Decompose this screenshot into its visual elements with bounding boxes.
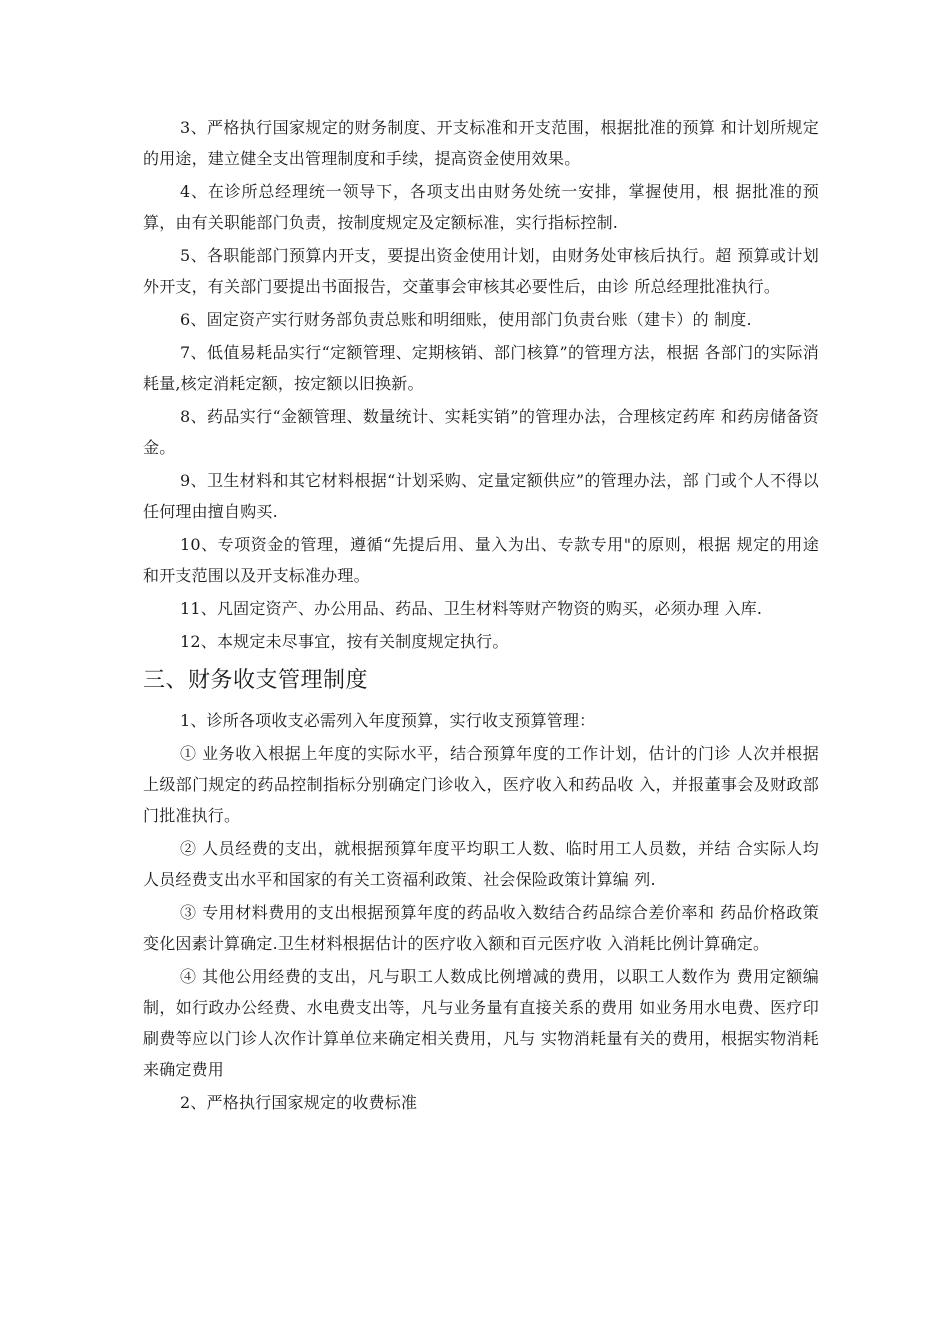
paragraph-fee-standard: 2、严格执行国家规定的收费标准 [180, 1093, 418, 1112]
paragraph-item-7: 7、低值易耗品实行“定额管理、定期核销、部门核算”的管理方法，根据 各部门的实际消耗量,核定消耗定额，按定额以旧换新。 [143, 343, 819, 393]
paragraph-item-10: 10、专项资金的管理，遵循“先提后用、量入为出、专款专用"的原则，根据 规定的用途和开支范围以及开支标准办理。 [143, 535, 819, 585]
paragraph-item-6: 6、固定资产实行财务部负责总账和明细账，使用部门负责台账（建卡）的 制度. [180, 310, 752, 329]
paragraph-business-income: ① 业务收入根据上年度的实际水平，结合预算年度的工作计划，估计的门诊 人次并根据上级部门规定的药品控制指标分别确定门诊收入，医疗收入和药品收 入，并报董事会及财政部门批准执行。 [143, 744, 819, 825]
paragraph-item-9: 9、卫生材料和其它材料根据“计划采购、定量定额供应”的管理办法，部 门或个人不得以任何理由擅自购买. [143, 471, 819, 521]
paragraph-item-11: 11、凡固定资产、办公用品、药品、卫生材料等财产物资的购买，必须办理 入库. [180, 599, 763, 618]
paragraph-other-expense: ④ 其他公用经费的支出，凡与职工人数成比例增减的费用，以职工人数作为 费用定额编制，如行政办公经费、水电费支出等，凡与业务量有直接关系的费用 如业务用水电费、医疗印刷费等应以门诊人次作计算单位来确定相关费用，凡与 实物消耗量有关的费用，根据实物消耗来确定费用 [143, 967, 819, 1079]
paragraph-item-4: 4、在诊所总经理统一领导下，各项支出由财务处统一安排，掌握使用，根 据批准的预算，由有关职能部门负责，按制度规定及定额标准，实行指标控制. [143, 182, 819, 232]
document-body [143, 112, 819, 1120]
paragraph-item-3: 3、严格执行国家规定的财务制度、开支标准和开支范围，根据批准的预算 和计划所规定的用途，建立健全支出管理制度和手续，提高资金使用效果。 [143, 118, 819, 168]
paragraph-budget-rule: 1、诊所各项收支必需列入年度预算，实行收支预算管理： [180, 711, 596, 730]
paragraph-item-12: 12、本规定未尽事宜，按有关制度规定执行。 [180, 632, 509, 651]
paragraph-personnel-expense: ② 人员经费的支出，就根据预算年度平均职工人数、临时用工人员数，并结 合实际人均人员经费支出水平和国家的有关工资福利政策、社会保险政策计算编 列. [143, 839, 819, 889]
section-heading: 三、财务收支管理制度 [143, 668, 369, 693]
paragraph-item-8: 8、药品实行“金额管理、数量统计、实耗实销”的管理办法，合理核定药库 和药房储备资金。 [143, 407, 819, 457]
paragraph-item-5: 5、各职能部门预算内开支，要提出资金使用计划，由财务处审核后执行。超 预算或计划外开支，有关部门要提出书面报告，交董事会审核其必要性后，由诊 所总经理批准执行。 [143, 246, 819, 296]
paragraph-material-expense: ③ 专用材料费用的支出根据预算年度的药品收入数结合药品综合差价率和 药品价格政策变化因素计算确定.卫生材料根据估计的医疗收入额和百元医疗收 入消耗比例计算确定。 [143, 903, 819, 953]
